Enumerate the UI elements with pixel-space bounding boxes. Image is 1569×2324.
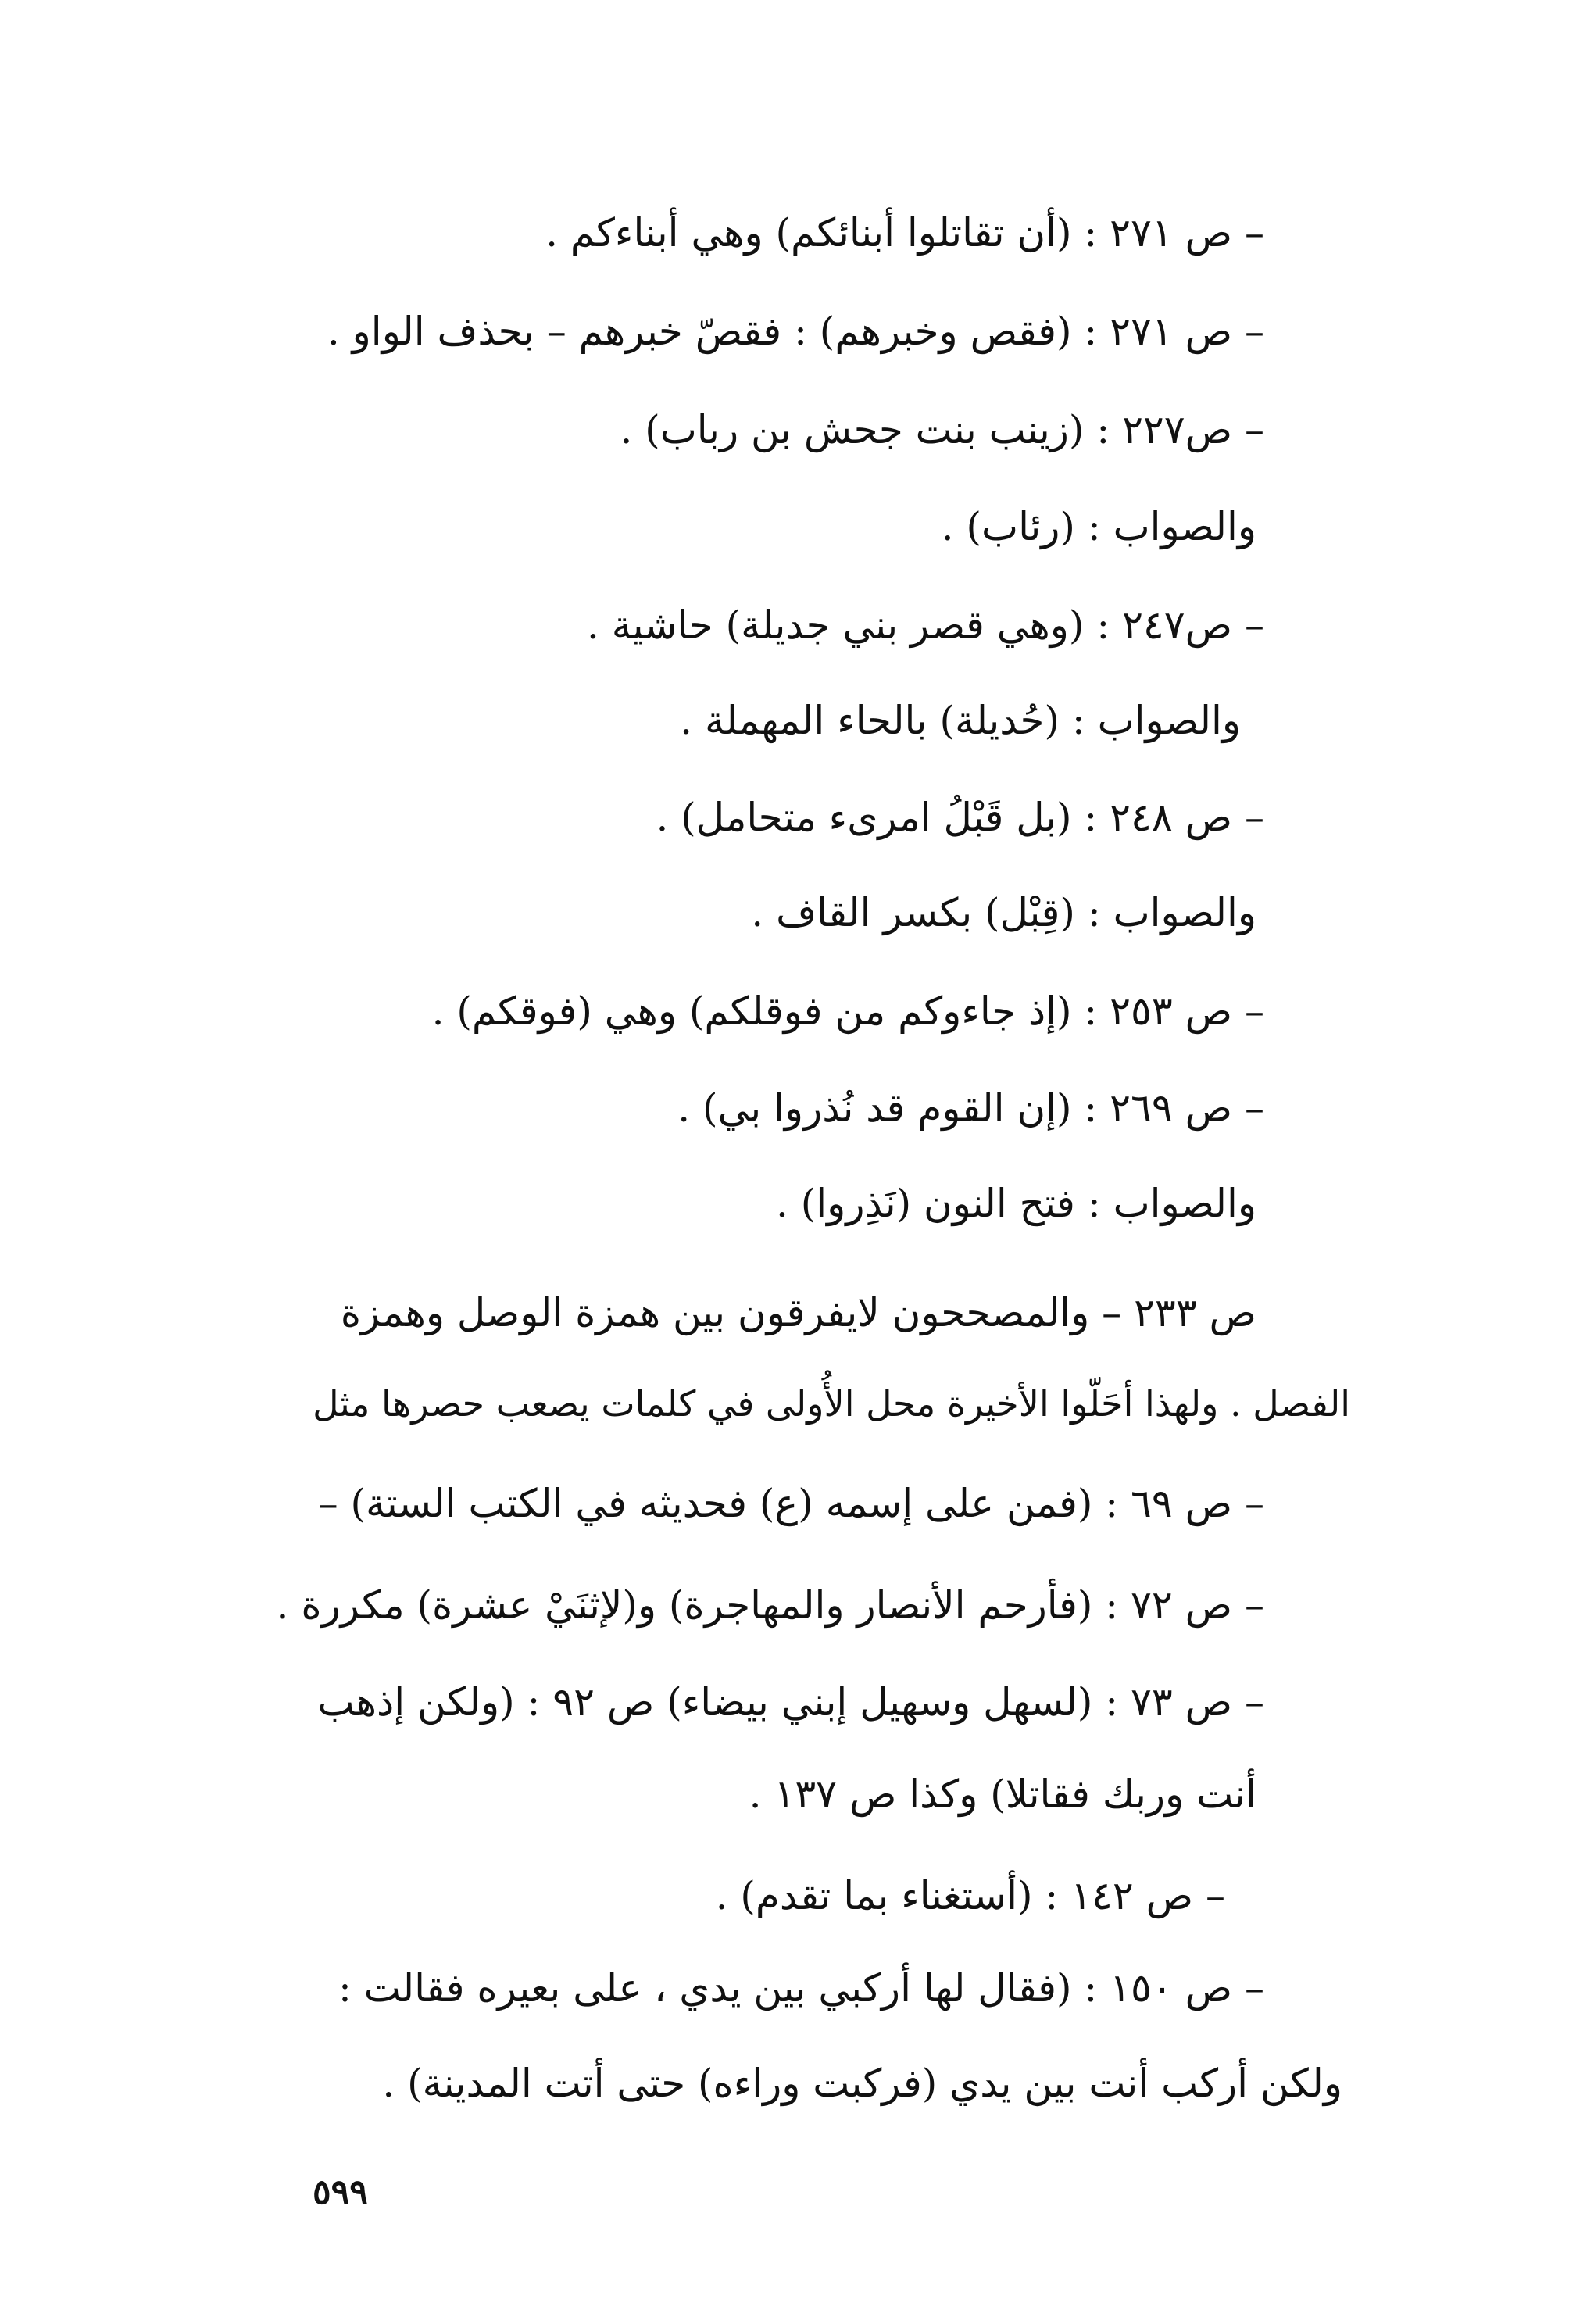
text-line-16: – ص ٧٣ : (لسهل وسهيل إبني بيضاء) ص ٩٢ : (ولكن إذهب: [317, 1679, 1264, 1725]
text-line-1: – ص ٢٧١ : (أن تقاتلوا أبنائكم) وهي أبناءكم .: [545, 210, 1264, 256]
text-line-4: والصواب : (رئاب) .: [941, 504, 1256, 549]
text-line-3: – ص٢٢٧ : (زينب بنت جحش بن رباب) .: [620, 407, 1264, 452]
text-line-11: والصواب : فتح النون (نَذِروا) .: [775, 1181, 1256, 1226]
text-line-18: – ص ١٤٢ : (أستغناء بما تقدم) .: [715, 1873, 1225, 1918]
text-line-17: أنت وربك فقاتلا) وكذا ص ١٣٧ .: [749, 1772, 1256, 1817]
text-line-5: – ص٢٤٧ : (وهي قصر بني جديلة) حاشية .: [586, 602, 1264, 648]
text-line-6: والصواب : (حُديلة) بالحاء المهملة .: [680, 698, 1241, 743]
text-line-14: – ص ٦٩ : (فمن على إسمه (ع) فحديثه في الكتب الستة) –: [318, 1481, 1264, 1526]
page-number: ٥٩٩: [313, 2172, 368, 2212]
text-line-7: – ص ٢٤٨ : (بل قَبْلُ امرىء متحامل) .: [656, 795, 1264, 840]
text-line-15: – ص ٧٢ : (فأرحم الأنصار والمهاجرة) و(لإثنَيْ عشرة) مكررة .: [276, 1582, 1264, 1628]
text-line-19: – ص ١٥٠ : (فقال لها أركبي بين يدي ، على بعيره فقالت :: [338, 1965, 1264, 2011]
text-line-10: – ص ٢٦٩ : (إن القوم قد نُذروا بي) .: [677, 1085, 1264, 1131]
text-line-12: ص ٢٣٣ – والمصححون لايفرقون بين همزة الوصل وهمزة: [340, 1290, 1256, 1335]
text-line-2: – ص ٢٧١ : (فقص وخبرهم) : فقصّ خبرهم – بحذف الواو .: [327, 309, 1264, 354]
text-line-20: ولكن أركب أنت بين يدي (فركبت وراءه) حتى أتت المدينة) .: [382, 2061, 1342, 2106]
text-line-13: الفصل . ولهذا أحَلّوا الأخيرة محل الأُولى في كلمات يصعب حصرها مثل: [313, 1382, 1350, 1425]
text-line-8: والصواب : (قِبْل) بكسر القاف .: [751, 890, 1256, 935]
text-line-9: – ص ٢٥٣ : (إذ جاءوكم من فوقلكم) وهي (فوقكم) .: [431, 989, 1264, 1034]
